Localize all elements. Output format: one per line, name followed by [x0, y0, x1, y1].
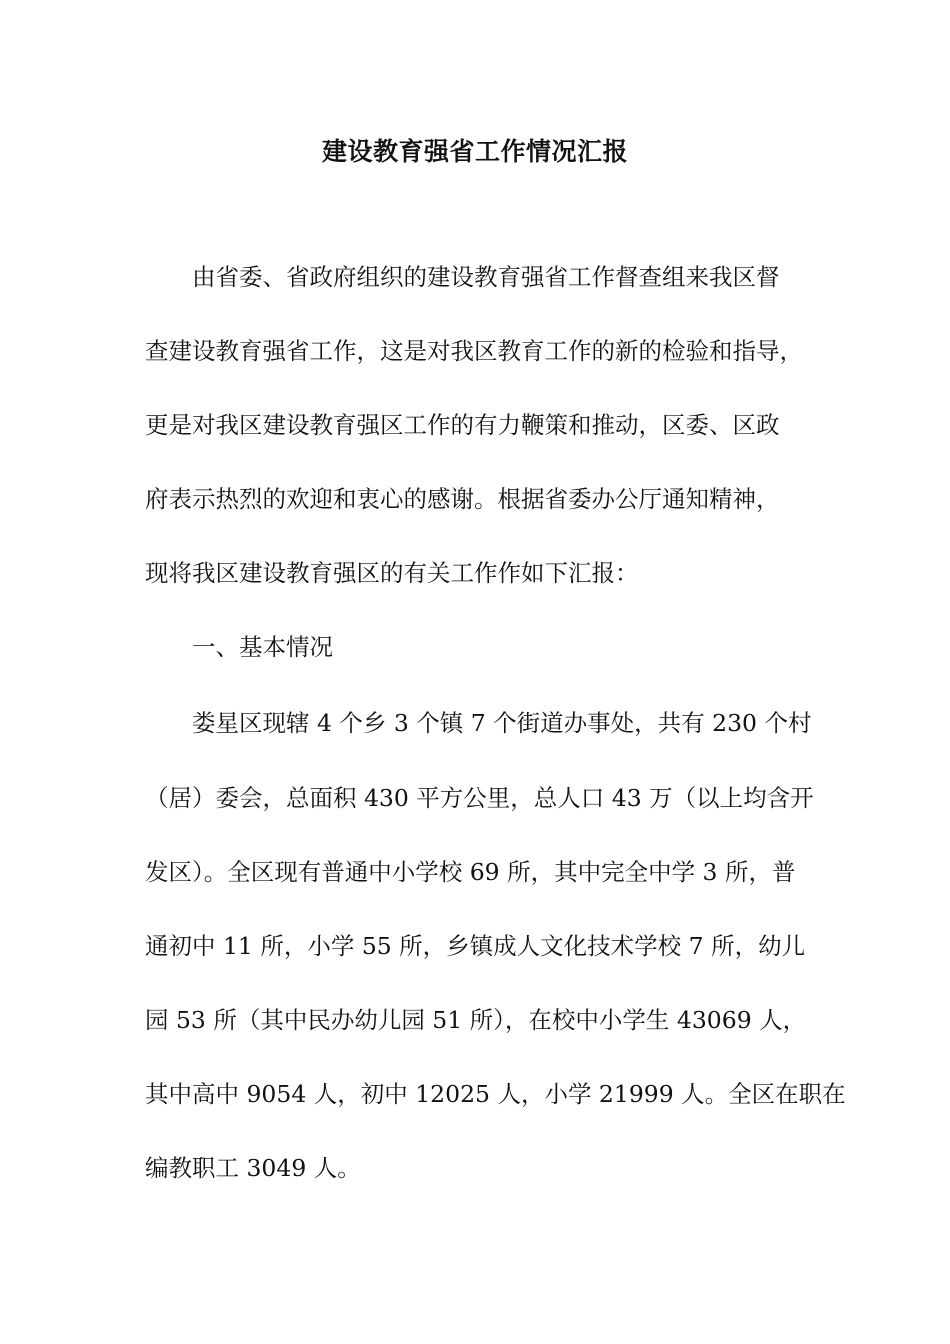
paragraph-line: 娄星区现辖 4 个乡 3 个镇 7 个街道办事处，共有 230 个村: [192, 709, 812, 737]
paragraph-line: 编教职工 3049 人。: [145, 1154, 361, 1182]
paragraph-line: 查建设教育强省工作，这是对我区教育工作的新的检验和指导，: [145, 337, 803, 365]
paragraph-line: （居）委会，总面积 430 平方公里，总人口 43 万（以上均含开: [145, 784, 814, 812]
paragraph-line: 其中高中 9054 人，初中 12025 人，小学 21999 人。全区在职在: [145, 1080, 846, 1108]
section-heading: 一、基本情况: [192, 633, 333, 661]
paragraph-line: 园 53 所（其中民办幼儿园 51 所），在校中小学生 43069 人，: [145, 1006, 807, 1034]
paragraph-line: 现将我区建设教育强区的有关工作作如下汇报：: [145, 559, 639, 587]
paragraph-line: 发区）。全区现有普通中小学校 69 所，其中完全中学 3 所，普: [145, 858, 796, 886]
paragraph-line: 府表示热烈的欢迎和衷心的感谢。根据省委办公厅通知精神，: [145, 485, 780, 513]
paragraph-line: 更是对我区建设教育强区工作的有力鞭策和推动，区委、区政: [145, 411, 780, 439]
document-title: 建设教育强省工作情况汇报: [321, 137, 628, 166]
paragraph-line: 由省委、省政府组织的建设教育强省工作督查组来我区督: [192, 263, 780, 291]
paragraph-line: 通初中 11 所，小学 55 所，乡镇成人文化技术学校 7 所，幼儿: [145, 932, 806, 960]
